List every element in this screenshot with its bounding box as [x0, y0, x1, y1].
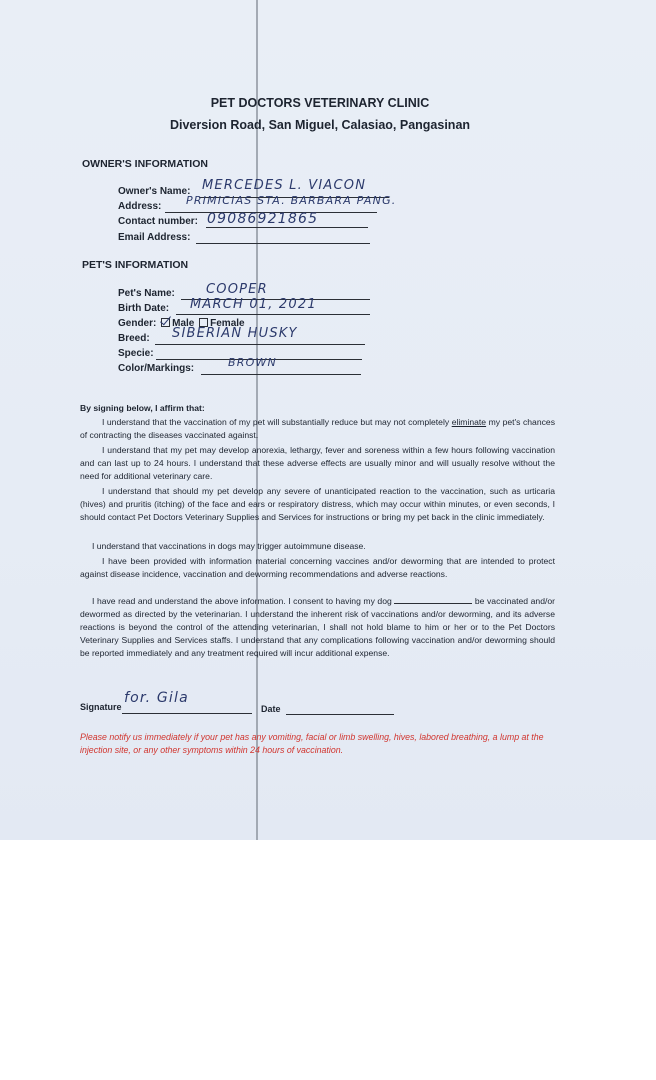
color-markings-label: Color/Markings: — [118, 363, 195, 374]
birth-date-value[interactable]: MARCH 01, 2021 — [190, 297, 317, 312]
pet-name-value[interactable]: COOPER — [206, 282, 268, 297]
birth-date-label: Birth Date: — [118, 303, 170, 314]
gender-male-label: Male — [172, 318, 195, 329]
email-address-label: Email Address: — [118, 232, 191, 243]
contact-number-line — [206, 227, 368, 228]
birth-date-line — [176, 314, 370, 315]
owner-section-title: OWNER'S INFORMATION — [82, 158, 208, 170]
affirm-paragraph-2: I understand that my pet may develop anorexia, lethargy, fever and soreness within a few hours following vaccination and can last up to 24 hours. I understand that these adverse effects are usually minor and will usually resolve without the need for additional veterinary care. — [80, 445, 555, 481]
owner-name-label: Owner's Name: — [118, 186, 191, 197]
gender-male-checkbox[interactable] — [161, 318, 170, 327]
contact-number-value[interactable]: 09086921865 — [207, 211, 319, 227]
breed-line — [155, 344, 365, 345]
vaccination-warning-note: Please notify us immediately if your pet has any vomiting, facial or limb swelling, hives, labored breathing, a lump at the injection site, or any other symptoms within 24 hours of vaccination. — [80, 732, 544, 755]
pet-section-title: PET'S INFORMATION — [82, 259, 189, 271]
affirm-heading: By signing below, I affirm that: — [80, 403, 205, 413]
signature-value[interactable]: for. Gila — [124, 690, 189, 706]
breed-value[interactable]: SIBERIAN HUSKY — [172, 326, 298, 341]
email-address-line — [196, 243, 370, 244]
gender-female-label: Female — [210, 318, 245, 329]
affirm-paragraph-4: I understand that vaccinations in dogs may trigger autoimmune disease. — [92, 541, 366, 551]
date-line — [286, 714, 394, 715]
specie-label: Specie: — [118, 348, 154, 359]
breed-label: Breed: — [118, 333, 150, 344]
owner-address-label: Address: — [118, 201, 162, 212]
color-markings-line — [201, 374, 361, 375]
gender-label: Gender: — [118, 318, 157, 329]
dog-name-blank[interactable] — [394, 594, 472, 604]
owner-name-value[interactable]: MERCEDES L. VIACON — [202, 178, 367, 193]
color-markings-value[interactable]: BROWN — [228, 356, 277, 369]
clinic-name: PET DOCTORS VETERINARY CLINIC — [210, 96, 430, 110]
affirm-paragraph-6: I have read and understand the above information. I consent to having my dog be vaccinated and/or dewormed as directed by the veterinarian. I understand the inherent risk of vaccinations and/or deworming, and its adverse reactions is beyond the control of the attending veterinarian, I shall not hold blame to him or her or to the Pet Doctors Veterinary Supplies and Services staffs. I understand that any complications following vaccination and/or deworming should be reported immediately and any treatment required will incur additional expense. — [80, 596, 556, 658]
contact-number-label: Contact number: — [118, 216, 198, 227]
affirm-paragraph-3: I understand that should my pet develop any severe of unanticipated reaction to the vaccination, such as urticaria (hives) and pruritis (itching) of the face and ears or respiratory distress, which may occur within minutes, or even seconds, I should contact Pet Doctors Veterinary Supplies and Services for instructions or bring my pet back in the clinic immediately. — [80, 486, 555, 522]
affirm-paragraph-1: I understand that the vaccination of my pet will substantially reduce but may not completely eliminate my pet's chances of contracting the diseases vaccinated against. — [80, 417, 555, 440]
clinic-address: Diversion Road, San Miguel, Calasiao, Pangasinan — [169, 118, 471, 132]
date-label: Date — [261, 704, 281, 714]
pet-name-label: Pet's Name: — [118, 288, 175, 299]
owner-address-value[interactable]: PRIMICIAS STA. BARBARA PANG. — [186, 194, 397, 207]
signature-label: Signature — [80, 702, 122, 712]
signature-line — [122, 713, 252, 714]
affirm-paragraph-5: I have been provided with information material concerning vaccines and/or deworming that are intended to protect against disease incidence, vaccination and deworming recommendations and adverse reactions. — [80, 556, 555, 579]
